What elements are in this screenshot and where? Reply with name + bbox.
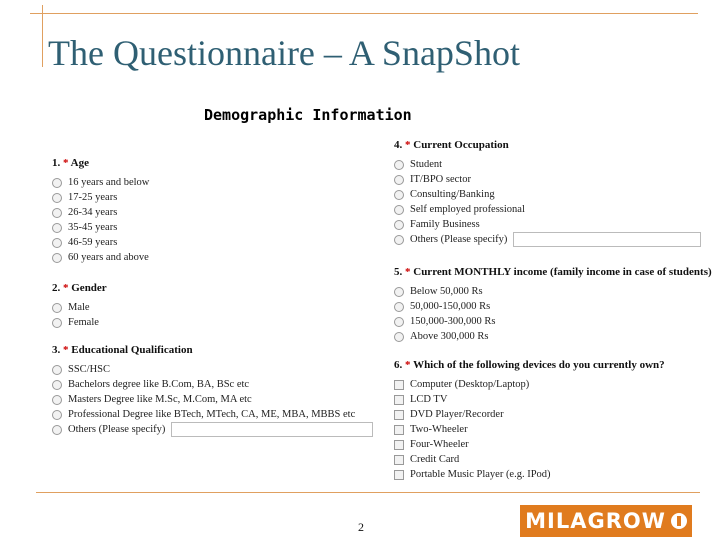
checkbox[interactable] [394, 380, 404, 390]
option-male[interactable]: Male [52, 300, 107, 315]
option-others[interactable]: Others (Please specify) [52, 422, 373, 437]
option-credit-card[interactable]: Credit Card [394, 452, 665, 467]
option-below-50000[interactable]: Below 50,000 Rs [394, 284, 712, 299]
option-it-bpo[interactable]: IT/BPO sector [394, 172, 701, 187]
question-devices [394, 358, 665, 482]
radio-button[interactable] [52, 223, 62, 233]
option-50000-150000[interactable]: 50,000-150,000 Rs [394, 299, 712, 314]
radio-button[interactable] [52, 238, 62, 248]
left-rule [42, 5, 43, 67]
question-education [52, 343, 373, 437]
option-music-player[interactable]: Portable Music Player (e.g. IPod) [394, 467, 665, 482]
radio-button[interactable] [52, 365, 62, 375]
others-specify-input[interactable] [513, 232, 701, 247]
radio-button[interactable] [52, 318, 62, 328]
radio-button[interactable] [394, 235, 404, 245]
option-dvd-player[interactable]: DVD Player/Recorder [394, 407, 665, 422]
question-title: 6. * Which of the following devices do you currently own? [394, 359, 665, 371]
top-rule [30, 13, 698, 14]
option-professional[interactable]: Professional Degree like BTech, MTech, CA, ME, MBA, MBBS etc [52, 407, 373, 422]
radio-button[interactable] [394, 175, 404, 185]
option-computer[interactable]: Computer (Desktop/Laptop) [394, 377, 665, 392]
question-title: 4. * Current Occupation [394, 139, 509, 151]
option-16-and-below[interactable]: 16 years and below [52, 175, 149, 190]
option-consulting-banking[interactable]: Consulting/Banking [394, 187, 701, 202]
option-lcd-tv[interactable]: LCD TV [394, 392, 665, 407]
radio-button[interactable] [394, 190, 404, 200]
radio-button[interactable] [394, 302, 404, 312]
option-26-34[interactable]: 26-34 years [52, 205, 149, 220]
radio-button[interactable] [52, 193, 62, 203]
radio-button[interactable] [52, 395, 62, 405]
question-income [394, 265, 712, 344]
option-46-59[interactable]: 46-59 years [52, 235, 149, 250]
checkbox[interactable] [394, 470, 404, 480]
option-family-business[interactable]: Family Business [394, 217, 701, 232]
option-150000-300000[interactable]: 150,000-300,000 Rs [394, 314, 712, 329]
checkbox[interactable] [394, 455, 404, 465]
checkbox[interactable] [394, 440, 404, 450]
radio-button[interactable] [394, 287, 404, 297]
others-specify-input[interactable] [171, 422, 373, 437]
radio-button[interactable] [52, 178, 62, 188]
radio-button[interactable] [394, 332, 404, 342]
option-masters[interactable]: Masters Degree like M.Sc, M.Com, MA etc [52, 392, 373, 407]
radio-button[interactable] [52, 425, 62, 435]
option-female[interactable]: Female [52, 315, 107, 330]
radio-button[interactable] [52, 410, 62, 420]
option-others[interactable]: Others (Please specify) [394, 232, 701, 247]
milagrow-logo [520, 505, 692, 537]
radio-button[interactable] [394, 220, 404, 230]
question-title: 2. * Gender [52, 282, 107, 294]
question-title: 1. * Age [52, 157, 89, 169]
option-four-wheeler[interactable]: Four-Wheeler [394, 437, 665, 452]
radio-button[interactable] [52, 380, 62, 390]
radio-button[interactable] [394, 160, 404, 170]
footer-rule [36, 492, 700, 493]
checkbox[interactable] [394, 425, 404, 435]
radio-button[interactable] [394, 317, 404, 327]
option-ssc-hsc[interactable]: SSC/HSC [52, 362, 373, 377]
radio-button[interactable] [52, 208, 62, 218]
logo-text: MILAGROW [525, 509, 666, 533]
radio-button[interactable] [394, 205, 404, 215]
option-two-wheeler[interactable]: Two-Wheeler [394, 422, 665, 437]
logo-mark-icon [671, 513, 687, 529]
checkbox[interactable] [394, 410, 404, 420]
checkbox[interactable] [394, 395, 404, 405]
option-17-25[interactable]: 17-25 years [52, 190, 149, 205]
option-bachelors[interactable]: Bachelors degree like B.Com, BA, BSc etc [52, 377, 373, 392]
option-student[interactable]: Student [394, 157, 701, 172]
option-35-45[interactable]: 35-45 years [52, 220, 149, 235]
question-title: 3. * Educational Qualification [52, 344, 193, 356]
option-60-above[interactable]: 60 years and above [52, 250, 149, 265]
question-occupation [394, 138, 701, 247]
radio-button[interactable] [52, 303, 62, 313]
question-age [52, 156, 149, 265]
radio-button[interactable] [52, 253, 62, 263]
section-subtitle: Demographic Information [204, 106, 412, 124]
question-gender [52, 281, 107, 330]
option-above-300000[interactable]: Above 300,000 Rs [394, 329, 712, 344]
page-number: 2 [358, 520, 364, 534]
option-self-employed[interactable]: Self employed professional [394, 202, 701, 217]
slide-title: The Questionnaire – A SnapShot [48, 33, 520, 73]
question-title: 5. * Current MONTHLY income (family income in case of students) [394, 266, 712, 278]
